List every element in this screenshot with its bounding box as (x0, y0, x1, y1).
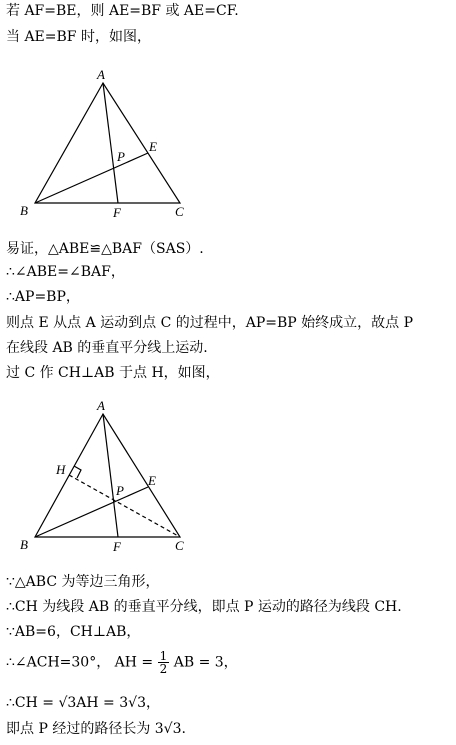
label-F: F (113, 205, 121, 220)
label-B: B (20, 203, 28, 218)
text-line-7: 在线段 AB 的垂直平分线上运动. (6, 340, 208, 356)
text-line-2: 当 AE=BF 时，如图， (6, 29, 151, 45)
label-E: E (149, 139, 157, 154)
label-P: P (117, 149, 125, 164)
label-C: C (175, 538, 184, 553)
label-F: F (113, 539, 121, 554)
label-E: E (148, 473, 156, 488)
fraction-numerator: 1 (159, 649, 168, 663)
math-suffix: AB = 3， (173, 654, 238, 671)
text-line-5: ∴AP=BP， (6, 289, 80, 305)
text-line-1: 若 AF=BE，则 AE=BF 或 AE=CF. (6, 3, 239, 19)
fraction-denominator: 2 (159, 662, 168, 676)
label-H: H (56, 462, 66, 477)
text-line-11: ∵AB=6，CH⊥AB， (6, 624, 141, 640)
triangle-figure-2 (0, 395, 456, 565)
label-B: B (20, 537, 28, 552)
text-line-6: 则点 E 从点 A 运动到点 C 的过程中，AP=BP 始终成立，故点 P (6, 315, 414, 331)
math-line-angle (6, 650, 238, 675)
label-C: C (175, 204, 184, 219)
text-line-10: ∴CH 为线段 AB 的垂直平分线，即点 P 运动的路径为线段 CH. (6, 599, 402, 615)
text-line-13: 即点 P 经过的路径长为 3√3. (6, 721, 186, 737)
text-line-8: 过 C 作 CH⊥AB 于点 H，如图， (6, 365, 220, 381)
math-prefix: ∴∠ACH=30°， AH = (6, 654, 154, 671)
triangle-figure-1 (0, 60, 456, 230)
text-line-9: ∵△ABC 为等边三角形， (6, 574, 160, 590)
text-line-12: ∴CH = √3AH = 3√3， (6, 695, 160, 711)
label-A: A (97, 398, 105, 413)
label-A: A (97, 67, 105, 82)
text-line-3: 易证，△ABE≌△BAF（SAS）. (6, 241, 204, 257)
text-line-4: ∴∠ABE=∠BAF， (6, 264, 125, 280)
fraction (158, 650, 170, 675)
label-P: P (116, 483, 124, 498)
